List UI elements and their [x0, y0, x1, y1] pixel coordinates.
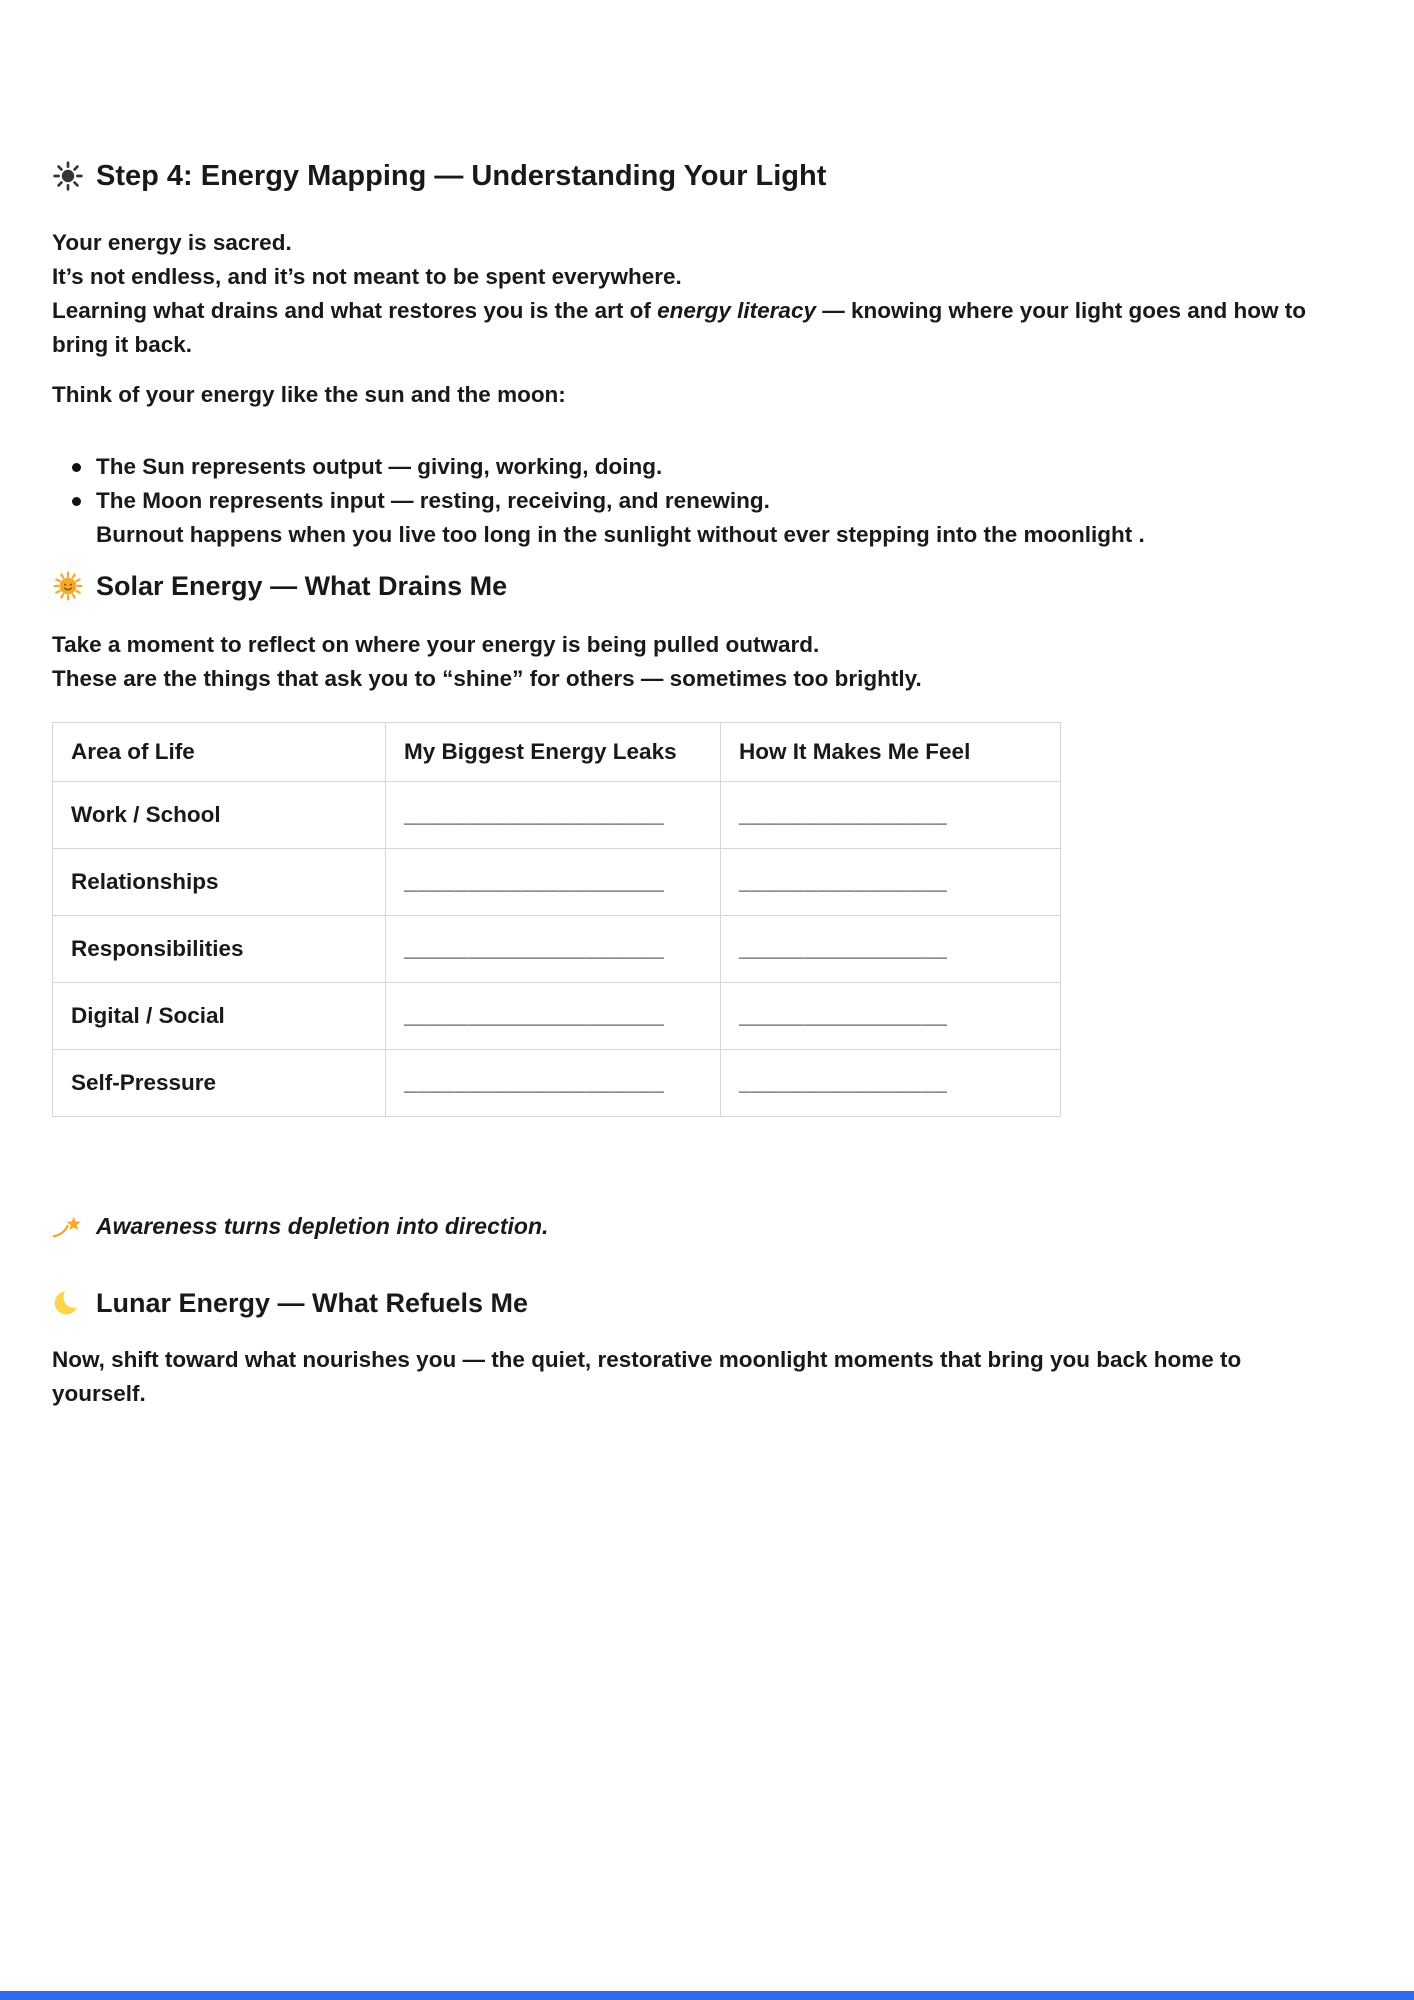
- sun-icon: [52, 160, 84, 192]
- intro-line-3-prefix: Learning what drains and what restores you is the art of: [52, 298, 658, 323]
- solar-section-title-text: Solar Energy — What Drains Me: [96, 571, 508, 601]
- feel-blank-line: ________________: [721, 916, 1061, 983]
- table-row: [53, 849, 1061, 916]
- sun-bullet-text: The Sun represents output — giving, working, doing.: [96, 454, 663, 479]
- feel-blank-line: ________________: [721, 1050, 1061, 1117]
- page-title-text: Step 4: Energy Mapping — Understanding Your Light: [96, 160, 827, 192]
- table-row: [53, 1050, 1061, 1117]
- bottom-accent-bar: [0, 1991, 1414, 2000]
- solar-line-1: Take a moment to reflect on where your energy is being pulled outward.: [52, 632, 820, 657]
- leaks-blank-line: ____________________: [386, 1050, 721, 1117]
- list-item-moon: [72, 484, 1362, 552]
- lunar-section-title: [52, 1283, 1362, 1323]
- moon-bullet-text: The Moon represents input — resting, receiving, and renewing.: [96, 488, 770, 513]
- leaks-blank-line: ____________________: [386, 782, 721, 849]
- intro-line-3-italic: energy literacy: [657, 298, 816, 323]
- table-header-leaks: My Biggest Energy Leaks: [386, 723, 721, 782]
- sun-face-icon: [52, 570, 84, 602]
- table-header-area: Area of Life: [53, 723, 386, 782]
- shooting-star-icon: [52, 1212, 86, 1240]
- bullet-icon: [72, 497, 81, 506]
- intro-line-3-suffix: — knowing where your light goes and how to bring it back.: [52, 298, 1306, 357]
- moon-bullet-continuation: Burnout happens when you live too long in the sunlight without ever stepping into the moonlight .: [96, 522, 1145, 547]
- table-row: [53, 782, 1061, 849]
- intro-line-2: It’s not endless, and it’s not meant to be spent everywhere.: [52, 264, 682, 289]
- table-header-feel: How It Makes Me Feel: [721, 723, 1061, 782]
- energy-leaks-table: [52, 722, 1061, 1117]
- area-cell: Self-Pressure: [53, 1050, 386, 1117]
- solar-line-2: These are the things that ask you to “shine” for others — sometimes too brightly.: [52, 666, 922, 691]
- page-title: [52, 156, 1362, 196]
- area-cell: Relationships: [53, 849, 386, 916]
- intro-line-1: Your energy is sacred.: [52, 230, 292, 255]
- bullet-icon: [72, 463, 81, 472]
- table-header-row: [53, 723, 1061, 782]
- solar-paragraph: [52, 628, 1362, 696]
- intro-paragraph: [52, 226, 1362, 362]
- area-cell: Work / School: [53, 782, 386, 849]
- feel-blank-line: ________________: [721, 782, 1061, 849]
- energy-bullet-list: [52, 450, 1362, 552]
- area-cell: Responsibilities: [53, 916, 386, 983]
- leaks-blank-line: ____________________: [386, 983, 721, 1050]
- solar-section-title: [52, 566, 1362, 606]
- intro-line-3: [52, 298, 1306, 357]
- lunar-section-title-text: Lunar Energy — What Refuels Me: [96, 1288, 529, 1318]
- feel-blank-line: ________________: [721, 849, 1061, 916]
- area-cell: Digital / Social: [53, 983, 386, 1050]
- quote-line: [52, 1209, 1362, 1243]
- quote-text: Awareness turns depletion into direction.: [96, 1213, 549, 1239]
- table-row: [53, 983, 1061, 1050]
- leaks-blank-line: ____________________: [386, 916, 721, 983]
- crescent-moon-icon: [52, 1287, 84, 1319]
- list-item-sun: [72, 450, 1362, 484]
- feel-blank-line: ________________: [721, 983, 1061, 1050]
- think-line: Think of your energy like the sun and the moon:: [52, 382, 566, 407]
- lunar-paragraph: Now, shift toward what nourishes you — the quiet, restorative moonlight moments that bring you back home to yourself.: [52, 1347, 1242, 1406]
- leaks-blank-line: ____________________: [386, 849, 721, 916]
- table-row: [53, 916, 1061, 983]
